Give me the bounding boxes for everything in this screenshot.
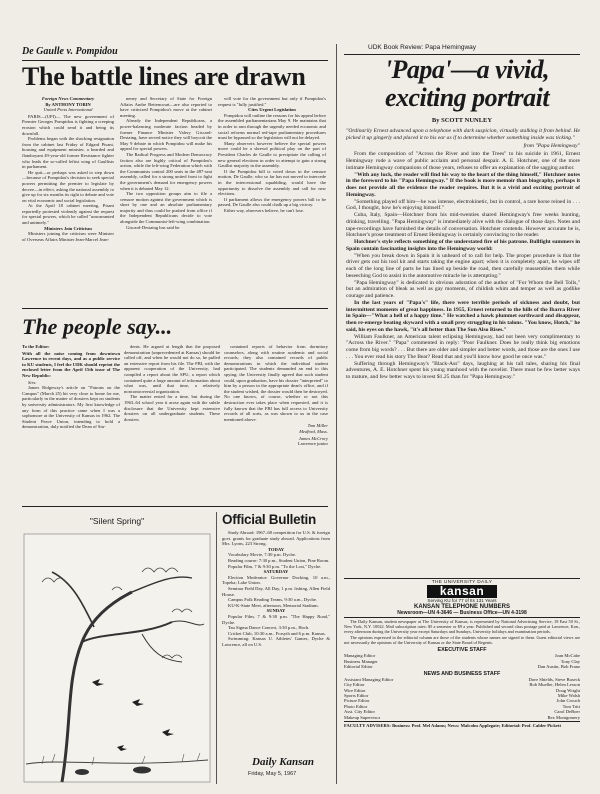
article-kicker: De Gaulle v. Pompidou: [22, 46, 118, 57]
bulletin-item: Popular Film, 7 & 9:30 p.m. "The Happy Road," Dyche.: [222, 613, 330, 625]
letter-col-1: [22, 344, 120, 430]
paragraph: will vote for the government but only if Pompidou's request is "fully justified.": [218, 96, 326, 107]
paragraph: "Papa Hemingway" is dedicated in obvious adoration of the author of "For Whom the Bell Tolls," but an admiration of bleak as well as gay moments, of childish whim and temper as well as godlike courage and patience.: [346, 279, 580, 299]
review-tag: UDK Book Review: Papa Hemingway: [368, 44, 477, 51]
cartoon-caption: "Silent Spring": [89, 516, 145, 526]
paragraph: James Ridgeway's article on "Patrons on the Campus" (March 25) hit very close to home for me, particularly in the matter of dossiers kept on students by university administrators. My first knowledge of any form of this practice came when I was a sophomore at the University of Kansas in 1962. The Student Peace Union, intending to hold a demonstration, duly notified the Dean of Stu-: [22, 385, 120, 430]
review-body: [346, 128, 580, 381]
paragraph: Many observers however believe the special powers move could be a shrewd political play on the part of President Charles de Gaulle to precipitate the calling of new general elections in order to attempt to gain a strong Gaullist majority in the assembly.: [218, 140, 326, 169]
masthead: [344, 580, 580, 784]
letter-intro: With all the noise coming from downtown Lawrence in recent days, and as a public service to KU students, I feel the UDK should reprint the enclosed letter from the April 15th issue of The New Republic:: [22, 350, 120, 378]
bulletin-item: Cricket Club, 10:30 a.m., Forsyth and 6 p.m. Kansas.: [228, 630, 326, 636]
paragraph: The matter rested for a time, but during the 1963–64 school year it arose again with the subtle disclosure that the University kept extensive dossiers on all undergraduate students. These dossiers: [124, 394, 220, 422]
bulletin-item: Campus Folk Reading Teams, 9:30 a.m., Dyche.: [228, 597, 318, 603]
paragraph: "Something played off him—he was intense, electrokinetic, but in control, a rare horse reined in . . . God, I thought, how he's enjoying himself.": [346, 198, 580, 212]
paragraph: "When you break down in Spain it is unheard of to call for help. The proper procedure is that the driver gets out his tool kit and starts taking the engine apart; when it is completely apart, he wipes off each of the long line of parts he has lined up beside the road, then carefully reassembles them while beseeching God to assist in the automotive miracle he is attempting.": [346, 252, 580, 279]
bulletin-title: Official Bulletin: [222, 512, 316, 527]
paragraph: Cuba, Italy, Spain—Hotchner from his mid-twenties shared Hemingway's free weeks hunting, drinking, travelling. "Papa Hemingway" is immediately alive with the dialogue of those days. Notes and tape-recordings have furnished the details of conversation. Hotchner contends. However accurate he is, Hotchner's prose treatment of Ernest Hemingway is certainly convincing to the reader.: [346, 212, 580, 239]
review-headline-line-2: exciting portrait: [384, 83, 550, 112]
letter-col-3: [224, 344, 328, 447]
paragraph: If parliament allows the emergency powers bill to be passed, De Gaulle also could chalk up a big victory.: [218, 196, 326, 208]
paragraph: In the last years of "Papa's" life, there were terrible periods of sickness and doubt, but intermittent moments of great happiness. In 1955, Ernest returned to the hills of the Ibarra River in Spain—"What a hell of a happy time." He watched a hawk plummet earthward and disappear, then re-emerge beating skyward with a small prey struggling in his talons. "You know, Hotch," he said, his eyes on the hawk, "it's all better than The Sun Also Rises.": [346, 299, 580, 333]
staff-row: Sports Editor Mike Walsh: [344, 692, 580, 698]
paragraph: Ministers joining the criticism were Minister of Overseas Affairs Minister Jean-Marcel Jean-: [22, 231, 114, 242]
telephone-numbers: Newsroom—UN 4-3646 — Business Office—UN 4-3198: [344, 610, 580, 618]
review-byline: By SCOTT NUNLEY: [431, 117, 493, 124]
official-bulletin: [222, 512, 330, 784]
masthead-info: The opinions expressed in the editorial column are those of the students whose names are signed to them. Guest editorial views are not necessarily the opinions of the University of Kansas or the State Board of Regents.: [344, 635, 580, 646]
bulletin-item: Election Moderator: Governor Docking, 10 a.m., Topeka; Lake Union.: [222, 574, 330, 586]
subhead: Cites Urgent Legislation: [248, 107, 296, 113]
article-col-2: [120, 96, 212, 230]
signature-name: Tom Miller: [307, 423, 328, 429]
paragraph: At the April 18 cabinet meeting, Pisani reportedly protested violently against the request for special powers, which he called "unwarranted and untimely.": [22, 203, 114, 226]
news-staff-title: NEWS AND BUSINESS STAFF: [423, 670, 501, 677]
executive-staff-title: EXECUTIVE STAFF: [437, 647, 487, 654]
paragraph: If the Pompidou bill is voted down in the censure motion, De Gaulle, who so far has not moved to intercede in the intercessional squabbling, would have the opportunity to dissolve the assembly and call for new elections.: [218, 168, 326, 197]
footer-paper-name: Daily Kansan: [252, 756, 315, 768]
bulletin-day: SUNDAY: [266, 608, 286, 614]
byline-org: United Press International: [43, 107, 93, 113]
staff-row: Business Manager Tony Clay: [344, 658, 580, 664]
staff-row: Editorial Editor Dan Austin, Bob Franz: [344, 664, 580, 670]
paragraph: Suffering through Hemingway's "Black-Ass" days, laughing at his tall tales, sharing his final adventures, A. E. Hotchner spent his young manhood with the novelist. There must be few better ways to mature, and few better ways to invest $1.25 than for "Papa Hemingway.": [346, 360, 580, 380]
masthead-logo: [427, 585, 497, 598]
salutation: Sirs:: [28, 379, 37, 385]
staff-row: Makeup Supervisor Rex Montgomery: [344, 714, 580, 720]
masthead-name: kansan: [439, 584, 485, 598]
review-headline: [352, 56, 582, 112]
bulletin-item: KU-K-State Meet, afternoon, Memorial Stadium.: [228, 602, 319, 608]
signature-name: James McCrory: [298, 435, 328, 441]
paragraph: He quit—or perhaps was asked to step down—because of Pompidou's decision to seek special powers permitting the premier to legislate by decree—in effect, asking the national assembly to give up for six months its right to debate and vote on vital economic and social legislation.: [22, 169, 114, 203]
article-col-3: [218, 96, 326, 213]
paragraph: Giscard-Destaing has said he: [126, 224, 180, 230]
review-pull-quote: "Ordinarily Ernest advanced upon a telephone with dark suspicion, virtually stalking it from behind. He picked it up gingerly and placed it to his ear as if to determine whether something inside was ticking.": [346, 128, 580, 141]
footer-date: Friday, May 5, 1967: [248, 771, 297, 777]
signature-place: Medford, Mass.: [299, 428, 328, 434]
masthead-info: The Daily Kansan, student newspaper at The University of Kansas, is represented by National Advertising Service, 18 East 50 St., New York, N.Y. 10022. Mail subscription rates: $5 a semester or $9 a year. Published and second class postage paid at Lawrence, Kan., every afternoon during the University year except Saturdays and Sundays, University holidays and examination periods.: [344, 619, 580, 635]
paragraph: William Faulkner, an American talent eclipsing Hemingway, had not been very complimentary to "Across the River." "Papa" commented in reply: "Poor Faulkner. Does he really think big emotions come from big words? . . . But there are older and simpler and better words, and those are the ones I use . . . You ever read his story The Bear? Read that and you'll know how good he once was.": [346, 333, 580, 360]
paragraph: From the composition of "Across the River and into the Trees" to his suicide in 1961, Ernest Hemingway rode a wave of public acclaim and personal despair. A. E. Hotchner, one of the more intimate Hemingway companions of those years, refuses to offer an explanation of the sagging author.: [346, 151, 580, 171]
paragraph: Problems began with the shocking resignation from the cabinet last Friday of Edgard Pisani, housing and equipment minister, a bearded and flamboyant 49-year-old former Resistance fighter who leads the so-called leftist wing of Gaullists in parliament.: [22, 136, 114, 170]
cartoon-illustration-image: [22, 532, 212, 784]
paragraph: Hotchner's style reflects something of the understated fire of his patrone. Bullfight summers in Spain contain fascinating insights into the Hemingway world:: [346, 239, 580, 252]
bulletin-day: TODAY: [267, 546, 285, 552]
signature-role: Lawrence junior: [297, 441, 328, 447]
bulletin-item: Study Abroad: 1967–68 competition for U.S. & foreign govt. grants for graduate study abroad. Applications from Mrs. Lyons, 223 Strong.: [222, 530, 330, 547]
paragraph: "With any luck, the reader will find his way to the heart of the thing himself," Hotchner notes in the foreword to his "Papa Hemingway." If the book is more memoir than biography, perhaps it does not provide all the evidence the reader requires. But it is a vivid and exciting portrait of Hemingway.: [346, 171, 580, 198]
staff-row: Managing Editor Joan McCabe: [344, 653, 580, 659]
faculty-advisers: FACULTY ADVISERS: Business: Prof. Mel Adams; News: Malcolm Applegate; Editorial: Prof. Calder Pickett: [344, 721, 580, 728]
paragraph: Pompidou will outline the reasons for his appeal before the assembled parliamentarians May 9. He maintains that in order to ram through the urgently needed economic and social reforms normal red-tape parliamentary procedures must be bypassed so the legislation will not be delayed.: [218, 112, 326, 141]
cartoon: [22, 512, 212, 784]
paragraph: The two opposition groups aim to file a censure motion against the government which is short by one and an absolute parliamentary majority and thus could be pushed from office if the Independent Republicans decide to vote alongside the Communist-left-wing combination.: [120, 191, 212, 225]
paragraph: The Radical Progress and Modern Democracy faction also are highly critical of Pompidou's action, while the left-wing Federation which with the Communists control 200 seats in the 487-seat assembly, called for a strong united front to fight the government's demand for emergency powers when it is debated May 12.: [120, 151, 212, 191]
subhead: Ministers Join Criticism: [44, 225, 92, 231]
staff-row: Asst. City Editor Carol DeBoer: [344, 709, 580, 715]
paragraph: PARIS—(UPI)— The new government of Premier Georges Pompidou is fighting a creeping erosion which could send it and being its downfall.: [22, 113, 114, 136]
review-quote-source: from "Papa Hemingway": [523, 142, 580, 149]
bulletin-item: Seminar Field Day, All Day, 1 p.m. fishing, Allen Field House.: [222, 585, 330, 597]
article-col-1: [22, 96, 114, 242]
executive-staff-list: [344, 653, 580, 669]
staff-row: Assistant Managing Editor Dave Shields, Steve Buseck: [344, 676, 580, 682]
article-headline: The battle lines are drawn: [22, 62, 306, 91]
byline: By ANTHONY TOBIN: [45, 101, 91, 107]
paragraph: Either way, observers believe, he can't lose.: [224, 207, 304, 213]
paragraph: dents. He argued at length that the proposed demonstration (unprecedented at Kansas) should be called off, and when he would not do so, he pulled an extensive report from his file. The FBI, with the apparent cooperation of the University, had compiled a report about the SPU; a report which contained quite a large amount of information about what was, until that time, a relatively noncontroversial organization.: [124, 344, 220, 394]
bulletin-item: Reading course: 7:30 p.m., Student Union, Pine Room.: [228, 557, 330, 563]
staff-row: Wire Editor Doug Wright: [344, 687, 580, 693]
staff-row: Picture Editor John Crouch: [344, 698, 580, 704]
byline-tag: Foreign News Commentary: [41, 96, 95, 101]
news-staff-list: [344, 677, 580, 720]
paragraph: Already the Independent Republicans, a power-balancing moderate faction headed by former Finance Minister Valery Giscard-Destaing, have served notice they will boycott the May 9 debate in which Pompidou will make his appeal for special powers.: [120, 118, 212, 152]
masthead-top: THE UNIVERSITY DAILY: [431, 580, 493, 585]
to-editor: To the Editor:: [22, 344, 50, 349]
masthead-sub: Serving KU for 77 of Its 131 Years: [427, 598, 497, 603]
bulletin-item: Tau Sigma Dance Concert, 3:30 p.m., Hoch.: [228, 625, 310, 631]
letter-col-2: [124, 344, 220, 422]
bulletin-item: Popular Film, 7 & 9:30 p.m. "To the Lost," Dyche.: [228, 563, 322, 569]
staff-row: City Editor Bob Mueller, Helen Lesson: [344, 682, 580, 688]
staff-row: Photo Editor Tom Tritt: [344, 703, 580, 709]
bulletin-day: SATURDAY: [263, 569, 289, 575]
review-headline-line-1: 'Papa'—a vivid,: [384, 55, 550, 84]
bulletin-item: Vocabulary Movie, 7:30 p.m. Dyche.: [228, 552, 297, 558]
letters-headline: The people say...: [22, 314, 173, 339]
telephone-title: KANSAN TELEPHONE NUMBERS: [413, 604, 510, 610]
paragraph: contained reports of behavior from dormitory counselors, along with routine academic and social records; they also contained records of public demonstrations in which the individual student participated. The students demanded an end to this spying; the University finally agreed that such student could, upon graduation, have his dossier "interpreted" to him by a person in the appropriate dean's office, and if the student wished, the dossier would then be destroyed. No one knows, of course, whether or not this destruction ever takes place when requested, and it is fully known that the FBI has full access to University records of all sorts, as was shown to us in the case mentioned above.: [224, 344, 328, 422]
paragraph: neney and Secretary of State for Foreign Affairs Andre Bettencourt—are also reported to have criticized Pompidou's move at the cabinet meeting.: [120, 96, 212, 118]
bulletin-item: Swimming: Kansas U. Athletes' Games, Dyche & Lawrence, all on U.S.: [222, 636, 330, 647]
